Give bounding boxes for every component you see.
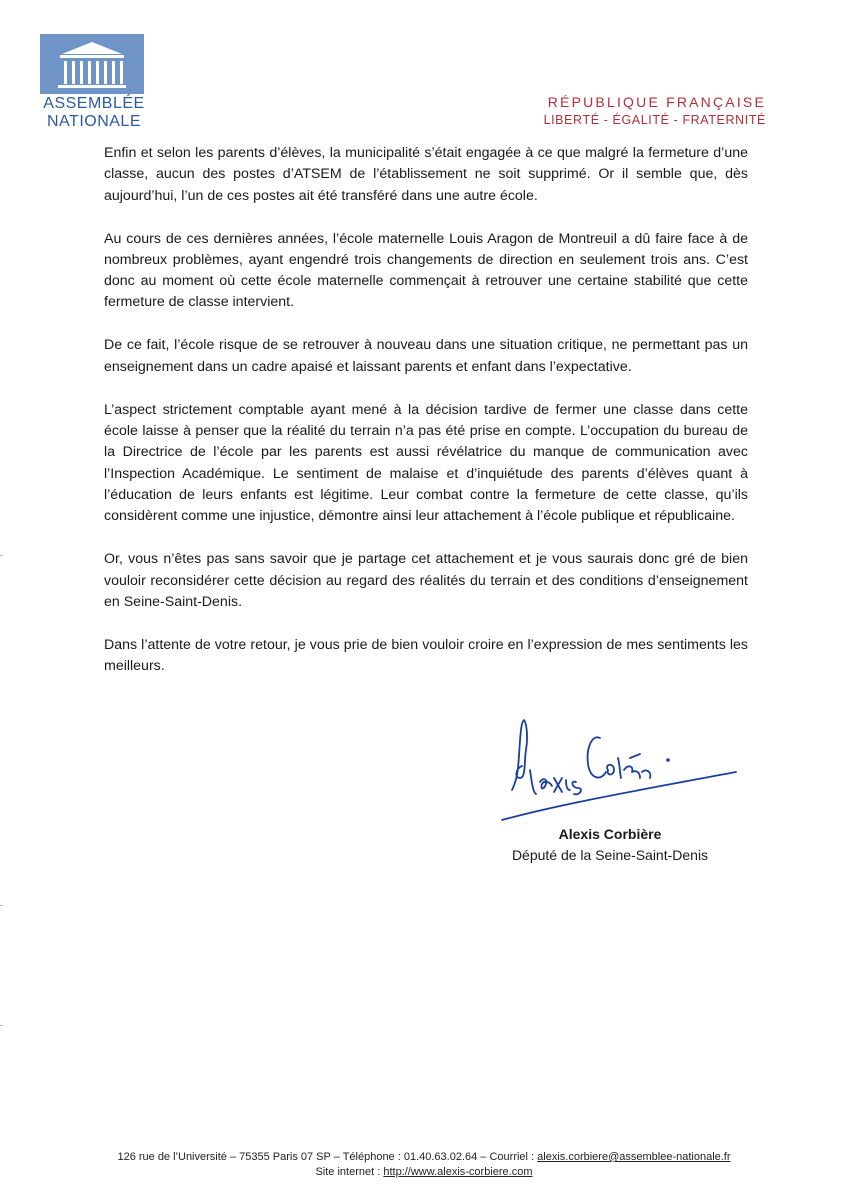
scan-artifact [0, 905, 3, 906]
republique-francaise-header [544, 93, 766, 129]
logo-text-nationale: NATIONALE [47, 113, 141, 130]
letter-paragraph: Or, vous n’êtes pas sans savoir que je partage cet attachement et je vous saurais donc gré de bien vouloir reconsidérer cette décision au regard des réalités du terrain et des conditions d’enseignement en Seine-Saint-Denis. [104, 551, 748, 610]
signer-block [500, 824, 720, 866]
letter-paragraph: L’aspect strictement comptable ayant mené à la décision tardive de fermer une classe dans cette école laisse à penser que la réalité du terrain n’a pas été prise en compte. L’occupation du bureau de la Directrice de l’école par les parents est aussi révélatrice du manque de communication avec l’Inspection Académique. Le sentiment de malaise et d’inquiétude des parents d’élèves quant à l’éducation de leurs enfants est légitime. Leur combat contre la fermeture de cette classe, qu’ils considèrent comme une injustice, démontre ainsi leur attachement à l’école publique et républicaine. [104, 401, 748, 525]
logo-text-assemblee: ASSEMBLÉE [43, 95, 145, 112]
signer-name: Alexis Corbière [558, 826, 662, 842]
scan-artifact [0, 1025, 3, 1026]
handwritten-signature [500, 708, 740, 828]
republique-francaise: RÉPUBLIQUE FRANÇAISE [547, 94, 766, 110]
letter-paragraph: De ce fait, l’école risque de se retrouver à nouveau dans une situation critique, ne permettant pas un enseignement dans un cadre apaisé et laissant parents et enfant dans l’expectative. [104, 337, 748, 375]
letter-body [104, 143, 748, 699]
palais-bourbon-icon [40, 34, 144, 94]
closing-paragraph: Dans l’attente de votre retour, je vous prie de bien vouloir croire en l’expression de mes sentiments les meilleurs. [104, 636, 748, 675]
scan-artifact [0, 555, 3, 556]
republic-motto: LIBERTÉ - ÉGALITÉ - FRATERNITÉ [543, 113, 766, 127]
letter-paragraph: Enfin et selon les parents d’élèves, la municipalité s’était engagée à ce que malgré la fermeture d’une classe, aucun des postes d’ATSEM de l’établissement ne soit supprimé. Or il semble que, dès aujourd’hui, l’un de ces postes ait été transféré dans une autre école. [104, 145, 748, 204]
footer-site-link[interactable]: http://www.alexis-corbiere.com [383, 1166, 533, 1178]
footer-address: 126 rue de l’Université – 75355 Paris 07 SP – Téléphone : 01.40.63.02.64 – Courriel : [117, 1151, 538, 1163]
signer-title: Député de la Seine-Saint-Denis [511, 847, 709, 863]
letter-footer [0, 1150, 848, 1180]
footer-address-line [0, 1150, 848, 1165]
footer-site-line [0, 1165, 848, 1180]
footer-site-label: Site internet : [315, 1166, 384, 1178]
letter-paragraph: Au cours de ces dernières années, l’école maternelle Louis Aragon de Montreuil a dû faire face à de nombreux problèmes, ayant engendré trois changements de direction en seulement trois ans. C’est donc au moment où cette école maternelle commençait à retrouver une certaine stabilité que cette fermeture de classe intervient. [104, 230, 748, 311]
footer-email-link[interactable]: alexis.corbiere@assemblee-nationale.fr [537, 1151, 731, 1163]
